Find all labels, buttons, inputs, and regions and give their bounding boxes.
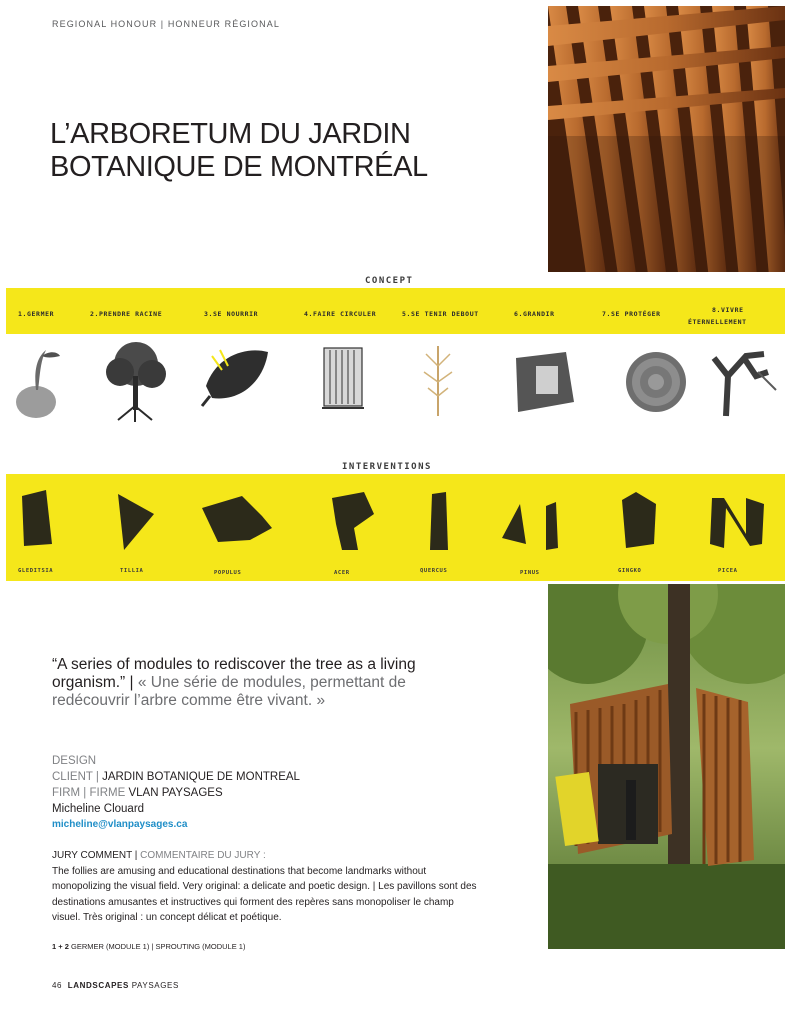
wood-slats-photo — [548, 6, 785, 288]
intervention-label-2: TILLIA — [120, 568, 144, 574]
intervention-label-1: GLEDITSIA — [18, 568, 54, 574]
pinus-module — [502, 502, 558, 550]
trunk-section-illustration — [516, 352, 574, 412]
quote-french: « Une série de modules, permettant de redécouvrir l’arbre comme être vivant. » — [52, 674, 406, 709]
acer-module — [332, 492, 374, 550]
quote-english: “A series of modules to rediscover the tree as a living organism.” — [52, 656, 416, 691]
concept-label-8b: ÉTERNELLEMENT — [688, 318, 747, 326]
firm-value: VLAN PAYSAGES — [128, 787, 223, 799]
tree-roots-illustration — [106, 342, 166, 422]
project-credits — [52, 753, 300, 833]
section-kicker: REGIONAL HONOUR | HONNEUR RÉGIONAL — [52, 19, 280, 29]
concept-heading: CONCEPT — [365, 276, 414, 286]
pavilion-park-illustration — [548, 584, 785, 949]
client-line — [52, 769, 300, 785]
concept-label-2: 2.PRENDRE RACINE — [90, 310, 163, 318]
wood-grain-illustration — [322, 348, 364, 408]
jury-label-fr: COMMENTAIRE DU JURY : — [140, 850, 266, 861]
client-value: JARDIN BOTANIQUE DE MONTREAL — [102, 771, 300, 783]
leaf-illustration — [202, 350, 268, 406]
concept-label-8: 8.VIVRE — [712, 306, 744, 314]
page-number: 46 — [52, 981, 63, 990]
gingko-module — [622, 492, 656, 548]
intervention-label-7: GINGKO — [618, 568, 642, 574]
intervention-label-8: PICEA — [718, 568, 738, 574]
jury-label-en: JURY COMMENT | — [52, 850, 141, 861]
tillia-module — [118, 494, 154, 550]
quercus-module — [430, 492, 448, 550]
gleditsia-module — [22, 490, 52, 546]
tree-ring-illustration — [626, 352, 686, 412]
intervention-label-6: PINUS — [520, 570, 540, 576]
intervention-label-4: ACER — [334, 570, 350, 576]
client-label: CLIENT | — [52, 771, 103, 783]
sprout-illustration — [16, 350, 60, 418]
jury-comment — [52, 848, 482, 926]
person-name: Micheline Clouard — [52, 803, 145, 815]
page-folio — [52, 981, 179, 990]
concept-label-5: 5.SE TENIR DEBOUT — [402, 310, 479, 318]
old-tree-illustration — [714, 354, 776, 416]
quote-separator: | — [125, 674, 138, 691]
pavilion-park-photo — [548, 584, 785, 949]
design-label: DESIGN — [52, 755, 97, 767]
intervention-label-3: POPULUS — [214, 570, 242, 576]
interventions-heading: INTERVENTIONS — [342, 462, 432, 472]
concept-illustrations — [6, 336, 785, 422]
magazine-name: LANDSCAPES — [67, 981, 129, 990]
concept-label-6: 6.GRANDIR — [514, 310, 555, 318]
magazine-name-fr: PAYSAGES — [131, 981, 179, 990]
page-title — [50, 118, 428, 184]
firm-label: FIRM | FIRME — [52, 787, 129, 799]
populus-module — [202, 496, 272, 542]
wood-slats-illustration — [548, 6, 785, 288]
concept-label-7: 7.SE PROTÉGER — [602, 310, 661, 318]
concept-label-3: 3.SE NOURRIR — [204, 310, 259, 318]
title-line-2: BOTANIQUE DE MONTRÉAL — [50, 151, 428, 183]
jury-text: The follies are amusing and educational destinations that become landmarks without monopolizing the visual field. Very original: a delicate and poetic design. | Les pavillons sont des destinations amusantes et instructives qui forment des repères sans monopoliser le champ visuel. Très original : un concept délicat et poétique. — [52, 865, 477, 923]
caption-text: GERMER (MODULE 1) | SPROUTING (MODULE 1) — [70, 942, 246, 951]
firm-line — [52, 785, 300, 801]
interventions-illustrations — [6, 484, 785, 554]
pull-quote — [52, 656, 472, 710]
email-link[interactable]: micheline@vlanpaysages.ca — [52, 819, 188, 830]
caption-number: 1 + 2 — [52, 942, 71, 951]
photo-caption — [52, 942, 245, 951]
picea-module — [710, 498, 764, 548]
young-tree-illustration — [424, 346, 452, 416]
concept-label-4: 4.FAIRE CIRCULER — [304, 310, 377, 318]
title-line-1: L’ARBORETUM DU JARDIN — [50, 118, 411, 150]
intervention-label-5: QUERCUS — [420, 568, 448, 574]
concept-label-1: 1.GERMER — [18, 310, 55, 318]
